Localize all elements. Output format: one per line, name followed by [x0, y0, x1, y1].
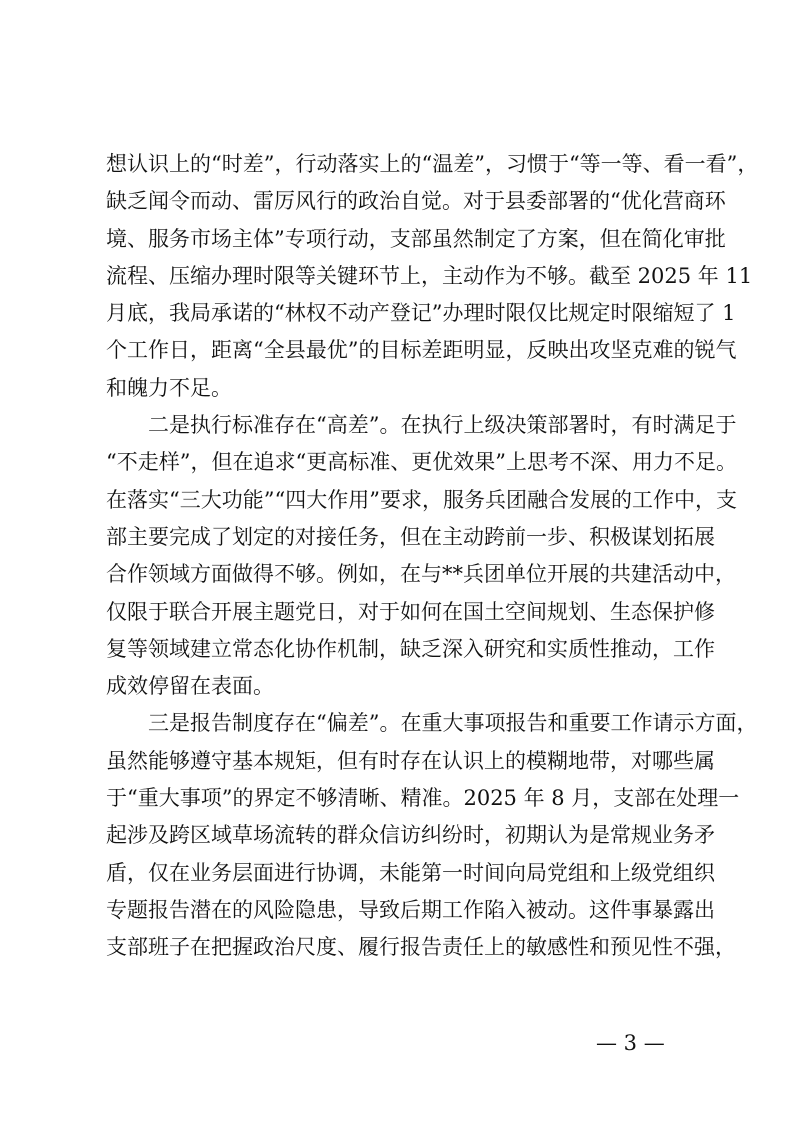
paragraph-standard-gap	[106, 407, 737, 705]
text-line: 二是执行标准存在“高差”。在执行上级决策部署时，有时满足于	[148, 413, 737, 438]
text-line: 三是报告制度存在“偏差”。在重大事项报告和重要工作请示方面，	[148, 711, 758, 736]
paragraph-time-gap	[106, 146, 759, 407]
text-line: 月底，我局承诺的“林权不动产登记”办理时限仅比规定时限缩短了 1	[106, 301, 736, 326]
text-line: 于“重大事项”的界定不够清晰、精准。2025 年 8 月，支部在处理一	[106, 786, 740, 811]
text-line: 成效停留在表面。	[106, 674, 274, 699]
page-number: — 3 —	[596, 1031, 665, 1055]
text-line: 在落实“三大功能”“四大作用”要求，服务兵团融合发展的工作中，支	[106, 487, 737, 512]
text-line: 支部班子在把握政治尺度、履行报告责任上的敏感性和预见性不强，	[106, 935, 736, 960]
text-line: 仅限于联合开展主题党日，对于如何在国土空间规划、生态保护修	[106, 599, 715, 624]
body-text	[106, 146, 759, 967]
text-line: 部主要完成了划定的对接任务，但在主动跨前一步、积极谋划拓展	[106, 524, 715, 549]
text-line: 复等领域建立常态化协作机制，缺乏深入研究和实质性推动，工作	[106, 636, 715, 661]
text-line: 盾，仅在业务层面进行协调，未能第一时间向局党组和上级党组织	[106, 860, 715, 885]
paragraph-report-deviation	[106, 705, 758, 966]
text-line: 境、服务市场主体”专项行动，支部虽然制定了方案，但在简化审批	[106, 226, 726, 251]
text-line: 专题报告潜在的风险隐患，导致后期工作陷入被动。这件事暴露出	[106, 897, 715, 922]
text-line: 虽然能够遵守基本规矩，但有时存在认识上的模糊地带，对哪些属	[106, 748, 715, 773]
text-line: “不走样”，但在追求“更高标准、更优效果”上思考不深、用力不足。	[106, 450, 737, 475]
text-line: 想认识上的“时差”，行动落实上的“温差”，习惯于“等一等、看一看”，	[106, 152, 759, 176]
text-line: 起涉及跨区域草场流转的群众信访纠纷时，初期认为是常规业务矛	[106, 823, 715, 848]
text-line: 和魄力不足。	[106, 375, 232, 400]
text-line: 缺乏闻令而动、雷厉风行的政治自觉。对于县委部署的“优化营商环	[106, 189, 726, 214]
text-line: 个工作日，距离“全县最优”的目标差距明显，反映出攻坚克难的锐气	[106, 338, 737, 363]
text-line: 合作领域方面做得不够。例如，在与**兵团单位开展的共建活动中，	[106, 562, 736, 587]
text-line: 流程、压缩办理时限等关键环节上，主动作为不够。截至 2025 年 11	[106, 263, 753, 288]
